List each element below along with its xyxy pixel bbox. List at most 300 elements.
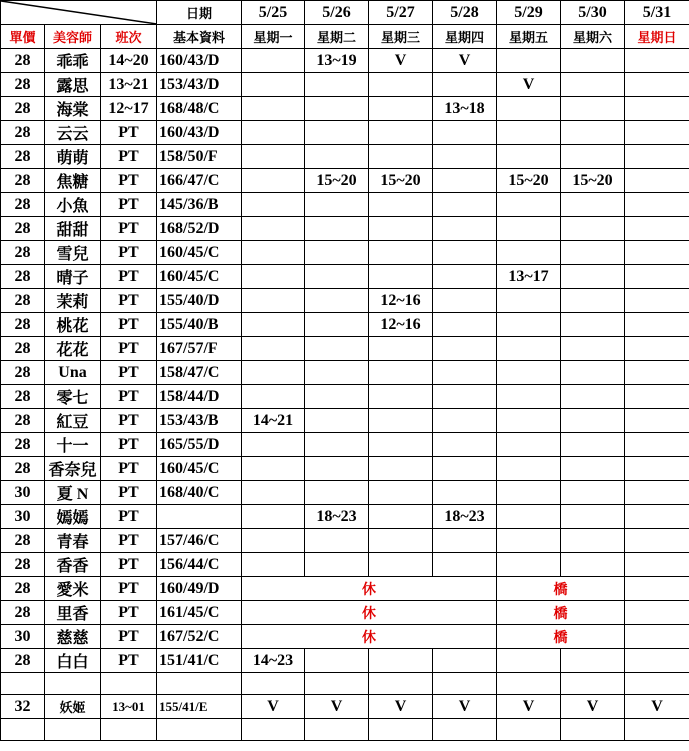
- name-cell: 白白: [45, 649, 101, 673]
- day-cell: [561, 289, 625, 313]
- day-cell: [561, 241, 625, 265]
- name-cell: 夏 N: [45, 481, 101, 505]
- price-cell: 30: [1, 625, 45, 649]
- day-cell: [305, 385, 369, 409]
- day-cell: [433, 265, 497, 289]
- day-cell: [242, 217, 305, 241]
- info-cell: 157/46/C: [157, 529, 242, 553]
- info-cell: 145/36/B: [157, 193, 242, 217]
- day-cell: V: [369, 49, 433, 73]
- info-cell: 158/47/C: [157, 361, 242, 385]
- shift-cell: PT: [101, 241, 157, 265]
- blank-cell: [157, 673, 242, 695]
- day-cell: [242, 73, 305, 97]
- table-row: [1, 49, 689, 73]
- price-cell: 28: [1, 601, 45, 625]
- blank-row: [1, 673, 689, 695]
- day-cell: [561, 553, 625, 577]
- day-cell: [625, 73, 689, 97]
- name-cell: 慈慈: [45, 625, 101, 649]
- day-cell: 13~19: [305, 49, 369, 73]
- price-cell: 28: [1, 553, 45, 577]
- day-cell: [305, 73, 369, 97]
- day-cell: [561, 97, 625, 121]
- day-cell: 12~16: [369, 289, 433, 313]
- date-cell: 5/26: [305, 1, 369, 25]
- name-cell: 青春: [45, 529, 101, 553]
- day-cell: [369, 265, 433, 289]
- day-cell: [369, 361, 433, 385]
- day-cell: 18~23: [433, 505, 497, 529]
- price-cell: 28: [1, 529, 45, 553]
- blank-cell: [433, 719, 497, 741]
- day-cell: [625, 49, 689, 73]
- price-cell: 28: [1, 217, 45, 241]
- day-cell: [369, 217, 433, 241]
- day-cell: [433, 553, 497, 577]
- info-cell: [157, 505, 242, 529]
- day-cell: [625, 241, 689, 265]
- shift-cell: PT: [101, 481, 157, 505]
- day-cell: V: [433, 695, 497, 719]
- day-cell: [561, 145, 625, 169]
- day-cell: [497, 361, 561, 385]
- table-row: [1, 313, 689, 337]
- shift-cell: PT: [101, 289, 157, 313]
- day-cell: [305, 337, 369, 361]
- day-cell: [497, 457, 561, 481]
- shift-cell: PT: [101, 433, 157, 457]
- day-cell: [433, 169, 497, 193]
- day-cell: [625, 313, 689, 337]
- day-cell: [305, 145, 369, 169]
- shift-cell: PT: [101, 649, 157, 673]
- day-cell: [305, 457, 369, 481]
- day-cell: [305, 121, 369, 145]
- info-cell: 168/40/C: [157, 481, 242, 505]
- day-cell: [305, 529, 369, 553]
- day-cell: [242, 505, 305, 529]
- info-cell: 158/44/D: [157, 385, 242, 409]
- shift-cell: PT: [101, 385, 157, 409]
- price-cell: 28: [1, 265, 45, 289]
- price-cell: 28: [1, 145, 45, 169]
- day-cell: 18~23: [305, 505, 369, 529]
- day-cell: [369, 505, 433, 529]
- name-cell: 嫣嫣: [45, 505, 101, 529]
- name-cell: 妖姬: [45, 695, 101, 719]
- day-cell: [242, 289, 305, 313]
- table-row: [1, 553, 689, 577]
- day-cell: [433, 313, 497, 337]
- info-cell: 161/45/C: [157, 601, 242, 625]
- weekday-cell: 星期二: [305, 25, 369, 49]
- blank-cell: [242, 673, 305, 695]
- day-cell: 12~16: [369, 313, 433, 337]
- name-cell: 海棠: [45, 97, 101, 121]
- table-row: [1, 481, 689, 505]
- day-cell: [625, 457, 689, 481]
- blank-cell: [497, 673, 561, 695]
- day-cell: [625, 433, 689, 457]
- table-row: [1, 241, 689, 265]
- table-row: [1, 121, 689, 145]
- shift-cell: 14~20: [101, 49, 157, 73]
- info-cell: 168/48/C: [157, 97, 242, 121]
- table-row: [1, 529, 689, 553]
- price-cell: 30: [1, 505, 45, 529]
- name-cell: 紅豆: [45, 409, 101, 433]
- col-header-info: 基本資料: [157, 25, 242, 49]
- weekday-cell: 星期日: [625, 25, 689, 49]
- day-cell: [242, 481, 305, 505]
- table-row: [1, 265, 689, 289]
- info-cell: 160/43/D: [157, 49, 242, 73]
- shift-cell: PT: [101, 553, 157, 577]
- day-cell: [369, 649, 433, 673]
- date-cell: 5/29: [497, 1, 561, 25]
- leave-note-right: 橋: [497, 601, 625, 625]
- weekday-cell: 星期三: [369, 25, 433, 49]
- day-cell: [497, 289, 561, 313]
- shift-cell: PT: [101, 361, 157, 385]
- day-cell: [305, 241, 369, 265]
- day-cell: [369, 457, 433, 481]
- day-cell: [369, 241, 433, 265]
- info-cell: 167/52/C: [157, 625, 242, 649]
- day-cell: [305, 97, 369, 121]
- day-cell: [625, 409, 689, 433]
- shift-cell: PT: [101, 265, 157, 289]
- day-cell: [433, 193, 497, 217]
- name-cell: 焦糖: [45, 169, 101, 193]
- price-cell: 28: [1, 361, 45, 385]
- info-cell: 168/52/D: [157, 217, 242, 241]
- info-cell: 160/45/C: [157, 457, 242, 481]
- day-cell: [369, 121, 433, 145]
- day-cell: [242, 97, 305, 121]
- day-cell: [369, 433, 433, 457]
- info-cell: 155/41/E: [157, 695, 242, 719]
- info-cell: 153/43/B: [157, 409, 242, 433]
- shift-cell: PT: [101, 409, 157, 433]
- day-cell: [305, 481, 369, 505]
- shift-cell: PT: [101, 529, 157, 553]
- day-cell: [561, 433, 625, 457]
- day-cell: [561, 313, 625, 337]
- day-cell: [433, 289, 497, 313]
- day-cell: [497, 145, 561, 169]
- day-cell: [497, 505, 561, 529]
- info-cell: 151/41/C: [157, 649, 242, 673]
- day-cell: V: [497, 695, 561, 719]
- day-cell: [497, 649, 561, 673]
- day-cell: [561, 73, 625, 97]
- leave-note-right: 橋: [497, 625, 625, 649]
- day-cell: [497, 217, 561, 241]
- table-row: [1, 193, 689, 217]
- price-cell: 28: [1, 49, 45, 73]
- price-cell: 28: [1, 457, 45, 481]
- day-cell: [625, 145, 689, 169]
- info-cell: 158/50/F: [157, 145, 242, 169]
- name-cell: 愛米: [45, 577, 101, 601]
- shift-cell: PT: [101, 577, 157, 601]
- day-cell: [369, 409, 433, 433]
- price-cell: 28: [1, 241, 45, 265]
- leave-note-left: 休: [242, 601, 497, 625]
- blank-cell: [433, 673, 497, 695]
- info-cell: 155/40/D: [157, 289, 242, 313]
- day-cell: [497, 481, 561, 505]
- day-cell: [305, 553, 369, 577]
- day-cell: [433, 361, 497, 385]
- leave-row: [1, 625, 689, 649]
- date-cell: 5/30: [561, 1, 625, 25]
- day-cell: [305, 361, 369, 385]
- day-cell: 14~21: [242, 409, 305, 433]
- day-cell: [625, 481, 689, 505]
- day-cell: [561, 505, 625, 529]
- special-row: [1, 695, 689, 719]
- price-cell: 28: [1, 649, 45, 673]
- weekday-cell: 星期一: [242, 25, 305, 49]
- day-cell: [561, 121, 625, 145]
- info-cell: 153/43/D: [157, 73, 242, 97]
- day-cell: [625, 529, 689, 553]
- price-cell: 28: [1, 385, 45, 409]
- day-cell: [561, 265, 625, 289]
- price-cell: 28: [1, 409, 45, 433]
- table-row: [1, 97, 689, 121]
- day-cell: [497, 193, 561, 217]
- day-cell: [242, 337, 305, 361]
- day-cell: [497, 529, 561, 553]
- day-cell: [561, 649, 625, 673]
- day-cell: [305, 193, 369, 217]
- day-cell: 15~20: [497, 169, 561, 193]
- day-cell: [369, 553, 433, 577]
- date-cell: 5/31: [625, 1, 689, 25]
- blank-cell: [101, 719, 157, 741]
- diagonal-line-icon: [1, 1, 157, 24]
- date-cell: 5/25: [242, 1, 305, 25]
- day-cell: [305, 649, 369, 673]
- day-cell: V: [242, 695, 305, 719]
- day-cell: [242, 145, 305, 169]
- blank-cell: [305, 719, 369, 741]
- date-label: 日期: [157, 1, 242, 25]
- name-cell: 甜甜: [45, 217, 101, 241]
- name-cell: 茉莉: [45, 289, 101, 313]
- day-cell: [625, 505, 689, 529]
- shift-cell: 12~17: [101, 97, 157, 121]
- price-cell: 28: [1, 433, 45, 457]
- table-row: [1, 337, 689, 361]
- day-cell: [433, 457, 497, 481]
- table-row: [1, 409, 689, 433]
- weekday-cell: 星期五: [497, 25, 561, 49]
- day-cell: 15~20: [369, 169, 433, 193]
- day-cell: [561, 385, 625, 409]
- day-cell: [305, 265, 369, 289]
- price-cell: 28: [1, 313, 45, 337]
- name-cell: 晴子: [45, 265, 101, 289]
- day-cell: [625, 553, 689, 577]
- day-cell: [561, 361, 625, 385]
- day-cell: [497, 121, 561, 145]
- day-cell: [433, 529, 497, 553]
- day-cell: [242, 265, 305, 289]
- day-cell: [242, 433, 305, 457]
- day-cell: [625, 577, 689, 601]
- shift-cell: 13~21: [101, 73, 157, 97]
- day-cell: [369, 337, 433, 361]
- date-cell: 5/27: [369, 1, 433, 25]
- day-cell: [625, 601, 689, 625]
- day-cell: [497, 97, 561, 121]
- day-cell: [497, 241, 561, 265]
- name-cell: 十一: [45, 433, 101, 457]
- table-row: [1, 361, 689, 385]
- name-cell: 香香: [45, 553, 101, 577]
- day-cell: V: [433, 49, 497, 73]
- day-cell: [625, 265, 689, 289]
- day-cell: [497, 337, 561, 361]
- shift-cell: PT: [101, 457, 157, 481]
- info-cell: 155/40/B: [157, 313, 242, 337]
- day-cell: [433, 217, 497, 241]
- shift-cell: PT: [101, 313, 157, 337]
- table-row: [1, 73, 689, 97]
- day-cell: [369, 481, 433, 505]
- info-cell: 160/45/C: [157, 241, 242, 265]
- shift-cell: PT: [101, 217, 157, 241]
- blank-cell: [1, 719, 45, 741]
- shift-cell: PT: [101, 121, 157, 145]
- day-cell: V: [497, 73, 561, 97]
- leave-note-right: 橋: [497, 577, 625, 601]
- weekday-header-row: [1, 25, 689, 49]
- day-cell: [305, 433, 369, 457]
- date-cell: 5/28: [433, 1, 497, 25]
- day-cell: [497, 313, 561, 337]
- info-cell: 167/57/F: [157, 337, 242, 361]
- day-cell: [625, 649, 689, 673]
- price-cell: 28: [1, 169, 45, 193]
- day-cell: [305, 289, 369, 313]
- blank-cell: [497, 719, 561, 741]
- day-cell: [305, 409, 369, 433]
- name-cell: 云云: [45, 121, 101, 145]
- day-cell: [433, 145, 497, 169]
- day-cell: V: [561, 695, 625, 719]
- day-cell: [242, 49, 305, 73]
- price-cell: 28: [1, 337, 45, 361]
- day-cell: [561, 457, 625, 481]
- day-cell: [433, 73, 497, 97]
- day-cell: [497, 49, 561, 73]
- name-cell: Una: [45, 361, 101, 385]
- table-row: [1, 457, 689, 481]
- day-cell: [625, 169, 689, 193]
- day-cell: [433, 409, 497, 433]
- name-cell: 露思: [45, 73, 101, 97]
- day-cell: V: [305, 695, 369, 719]
- day-cell: [369, 97, 433, 121]
- name-cell: 小魚: [45, 193, 101, 217]
- day-cell: [561, 529, 625, 553]
- col-header-shift: 班次: [101, 25, 157, 49]
- name-cell: 桃花: [45, 313, 101, 337]
- day-cell: [625, 97, 689, 121]
- day-cell: [497, 409, 561, 433]
- day-cell: [625, 625, 689, 649]
- info-cell: 166/47/C: [157, 169, 242, 193]
- day-cell: 14~23: [242, 649, 305, 673]
- col-header-name: 美容師: [45, 25, 101, 49]
- col-header-price: 單價: [1, 25, 45, 49]
- day-cell: [625, 193, 689, 217]
- name-cell: 里香: [45, 601, 101, 625]
- day-cell: [433, 481, 497, 505]
- price-cell: 28: [1, 73, 45, 97]
- table-row: [1, 505, 689, 529]
- price-cell: 28: [1, 97, 45, 121]
- shift-cell: PT: [101, 145, 157, 169]
- day-cell: [625, 361, 689, 385]
- table-row: [1, 289, 689, 313]
- blank-cell: [242, 719, 305, 741]
- day-cell: 15~20: [561, 169, 625, 193]
- blank-cell: [305, 673, 369, 695]
- blank-cell: [45, 719, 101, 741]
- day-cell: [561, 337, 625, 361]
- price-cell: 28: [1, 193, 45, 217]
- day-cell: [561, 49, 625, 73]
- price-cell: 32: [1, 695, 45, 719]
- day-cell: 13~17: [497, 265, 561, 289]
- price-cell: 30: [1, 481, 45, 505]
- shift-cell: PT: [101, 625, 157, 649]
- leave-note-left: 休: [242, 625, 497, 649]
- day-cell: [497, 553, 561, 577]
- day-cell: [625, 121, 689, 145]
- table-row: [1, 145, 689, 169]
- day-cell: [433, 433, 497, 457]
- shift-cell: PT: [101, 193, 157, 217]
- table-row: [1, 433, 689, 457]
- day-cell: [369, 193, 433, 217]
- day-cell: [561, 193, 625, 217]
- table-row: [1, 385, 689, 409]
- name-cell: 乖乖: [45, 49, 101, 73]
- blank-cell: [561, 673, 625, 695]
- day-cell: [497, 433, 561, 457]
- shift-cell: 13~01: [101, 695, 157, 719]
- shift-cell: PT: [101, 601, 157, 625]
- table-row: [1, 649, 689, 673]
- price-cell: 28: [1, 121, 45, 145]
- day-cell: [242, 121, 305, 145]
- day-cell: [369, 145, 433, 169]
- day-cell: [369, 529, 433, 553]
- day-cell: [625, 337, 689, 361]
- name-cell: 花花: [45, 337, 101, 361]
- price-cell: 28: [1, 289, 45, 313]
- day-cell: [242, 457, 305, 481]
- day-cell: [433, 241, 497, 265]
